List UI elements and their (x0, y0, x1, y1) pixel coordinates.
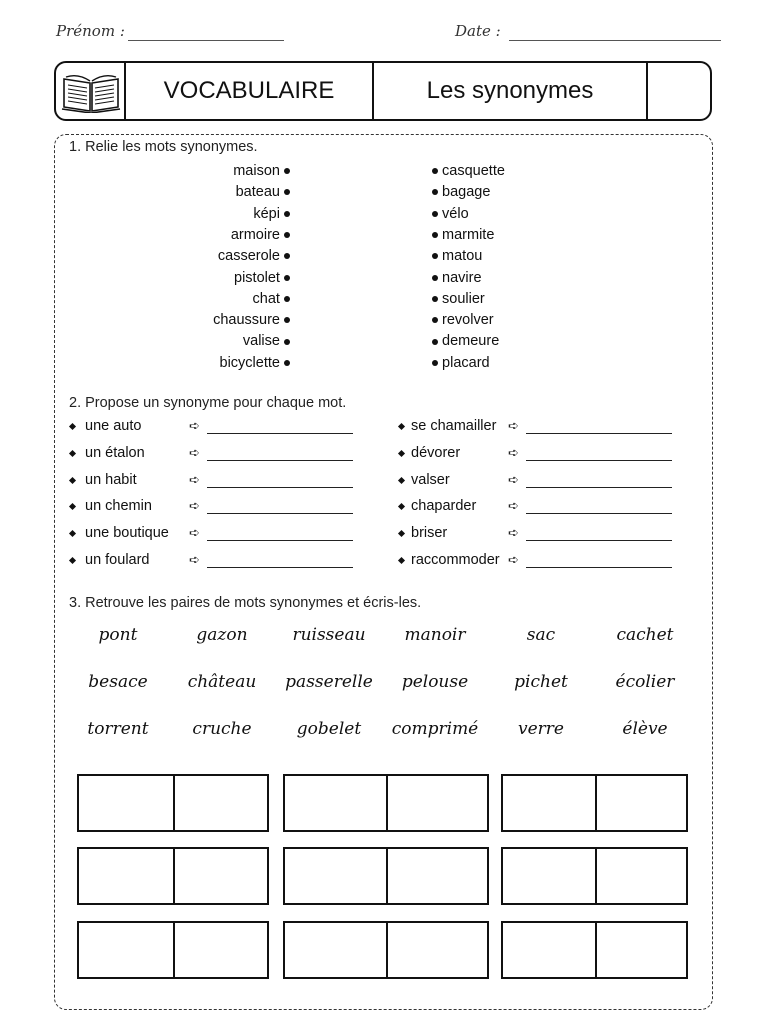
prenom-label: Prénom : (56, 22, 125, 40)
q3-word: pelouse (401, 672, 469, 692)
q1-right-column (432, 163, 592, 378)
answer-line[interactable] (207, 567, 353, 568)
q3-word: pont (98, 625, 138, 645)
q2-left-row (70, 418, 141, 434)
q1-right-word: demeure (442, 333, 500, 350)
q2-word: raccommoder (411, 552, 500, 568)
diamond-bullet-icon (69, 557, 76, 564)
answer-line[interactable] (526, 513, 672, 514)
answer-line[interactable] (207, 540, 353, 541)
answer-line[interactable] (526, 487, 672, 488)
arrow-icon: ➪ (189, 525, 200, 540)
q2-right-row (399, 445, 460, 461)
diamond-bullet-icon (398, 557, 405, 564)
q2-word: un étalon (85, 445, 145, 461)
q2-left-row (70, 498, 152, 514)
open-book-icon (60, 69, 122, 113)
match-dot[interactable] (432, 296, 438, 302)
arrow-icon: ➪ (508, 525, 519, 540)
match-dot[interactable] (432, 189, 438, 195)
pair-answer-box[interactable] (283, 774, 489, 832)
q1-right-word: marmite (442, 226, 495, 243)
diamond-bullet-icon (69, 450, 76, 457)
q3-word: passerelle (285, 672, 373, 692)
q2-right-row (399, 498, 476, 514)
q2-title: 2. Propose un synonyme pour chaque mot. (69, 395, 347, 411)
title-box (54, 61, 712, 121)
q1-right-word: bagage (442, 184, 491, 201)
q2-left-row (70, 525, 169, 541)
answer-line[interactable] (207, 513, 353, 514)
pair-answer-box[interactable] (77, 847, 269, 905)
diamond-bullet-icon (398, 477, 405, 484)
q2-right-row (399, 552, 500, 568)
date-label: Date : (455, 22, 501, 40)
q1-left-word: chaussure (213, 312, 280, 329)
q2-word: un foulard (85, 552, 150, 568)
q2-right-row (399, 472, 450, 488)
q3-word: ruisseau (292, 625, 366, 645)
q3-word: cruche (192, 719, 252, 739)
match-dot[interactable] (432, 360, 438, 366)
q3-word: manoir (404, 625, 466, 645)
q3-word: élève (622, 719, 668, 739)
title-topic: Les synonymes (426, 77, 594, 104)
arrow-icon: ➪ (189, 472, 200, 487)
match-dot[interactable] (432, 253, 438, 259)
match-dot[interactable] (284, 296, 290, 302)
q2-word: une auto (85, 418, 142, 434)
diamond-bullet-icon (398, 423, 405, 430)
prenom-field[interactable] (128, 40, 284, 41)
diamond-bullet-icon (69, 477, 76, 484)
q2-right-row (399, 525, 447, 541)
match-dot[interactable] (432, 275, 438, 281)
q1-left-word: armoire (230, 226, 280, 243)
pair-answer-box[interactable] (283, 921, 489, 979)
q2-word: dévorer (411, 445, 461, 461)
q3-word: cachet (616, 625, 674, 645)
match-dot[interactable] (432, 339, 438, 345)
diamond-bullet-icon (398, 503, 405, 510)
q3-word: pichet (514, 672, 568, 692)
q2-word: une boutique (85, 525, 169, 541)
q3-word: gobelet (296, 719, 362, 739)
match-dot[interactable] (284, 232, 290, 238)
answer-line[interactable] (526, 460, 672, 461)
q3-word: écolier (615, 672, 675, 692)
match-dot[interactable] (284, 253, 290, 259)
arrow-icon: ➪ (508, 498, 519, 513)
q1-right-word: revolver (442, 312, 494, 329)
diamond-bullet-icon (69, 530, 76, 537)
match-dot[interactable] (284, 275, 290, 281)
q3-word: comprimé (391, 719, 479, 739)
match-dot[interactable] (284, 211, 290, 217)
arrow-icon: ➪ (508, 552, 519, 567)
answer-line[interactable] (207, 433, 353, 434)
arrow-icon: ➪ (189, 498, 200, 513)
q3-word: besace (88, 672, 148, 692)
q2-left-row (70, 472, 137, 488)
q1-left-word: valise (242, 333, 280, 350)
q1-left-column (150, 163, 290, 378)
answer-line[interactable] (526, 567, 672, 568)
pair-answer-box[interactable] (77, 921, 269, 979)
match-dot[interactable] (284, 168, 290, 174)
q2-word: chaparder (411, 498, 477, 514)
q1-left-word: maison (233, 163, 280, 179)
match-dot[interactable] (284, 360, 290, 366)
answer-line[interactable] (526, 540, 672, 541)
q1-right-word: vélo (442, 205, 469, 222)
pair-answer-box[interactable] (501, 774, 688, 832)
q3-word: sac (526, 625, 556, 645)
date-field[interactable] (509, 40, 721, 41)
q1-left-word: képi (253, 205, 280, 222)
match-dot[interactable] (432, 168, 438, 174)
diamond-bullet-icon (398, 450, 405, 457)
arrow-icon: ➪ (189, 552, 200, 567)
q1-left-word: bateau (235, 184, 280, 201)
q1-left-word: casserole (217, 248, 280, 265)
q1-right-word: soulier (442, 290, 485, 307)
q1-right-word: placard (442, 354, 490, 371)
q3-word: château (187, 672, 257, 692)
q1-right-word: matou (442, 248, 483, 265)
answer-line[interactable] (207, 460, 353, 461)
match-dot[interactable] (284, 317, 290, 323)
arrow-icon: ➪ (189, 418, 200, 433)
q1-title: 1. Relie les mots synonymes. (69, 139, 258, 155)
q2-word: un chemin (85, 498, 152, 514)
q3-word: gazon (196, 625, 248, 645)
match-dot[interactable] (284, 339, 290, 345)
pair-answer-box[interactable] (501, 847, 688, 905)
q1-right-word: casquette (442, 163, 505, 179)
answer-line[interactable] (526, 433, 672, 434)
q1-left-word: bicyclette (219, 354, 280, 371)
arrow-icon: ➪ (189, 445, 200, 460)
pair-answer-box[interactable] (283, 847, 489, 905)
q1-left-word: pistolet (234, 269, 280, 286)
q3-word: verre (518, 719, 564, 739)
q3-word: torrent (87, 719, 149, 739)
diamond-bullet-icon (69, 423, 76, 430)
arrow-icon: ➪ (508, 472, 519, 487)
match-dot[interactable] (284, 189, 290, 195)
diamond-bullet-icon (398, 530, 405, 537)
q3-title: 3. Retrouve les paires de mots synonymes et écris-les. (69, 595, 422, 611)
q2-word: se chamailler (411, 418, 497, 434)
answer-line[interactable] (207, 487, 353, 488)
q2-left-row (70, 552, 150, 568)
match-dot[interactable] (432, 317, 438, 323)
arrow-icon: ➪ (508, 418, 519, 433)
q2-right-row (399, 418, 496, 434)
q2-left-row (70, 445, 145, 461)
pair-answer-box[interactable] (77, 774, 269, 832)
diamond-bullet-icon (69, 503, 76, 510)
match-dot[interactable] (432, 211, 438, 217)
q2-word: un habit (85, 472, 137, 488)
q2-word: briser (411, 525, 448, 541)
pair-answer-box[interactable] (501, 921, 688, 979)
q1-right-word: navire (442, 269, 482, 286)
arrow-icon: ➪ (508, 445, 519, 460)
q2-word: valser (411, 472, 450, 488)
title-vocabulaire: VOCABULAIRE (163, 77, 335, 104)
match-dot[interactable] (432, 232, 438, 238)
q1-left-word: chat (252, 290, 280, 307)
